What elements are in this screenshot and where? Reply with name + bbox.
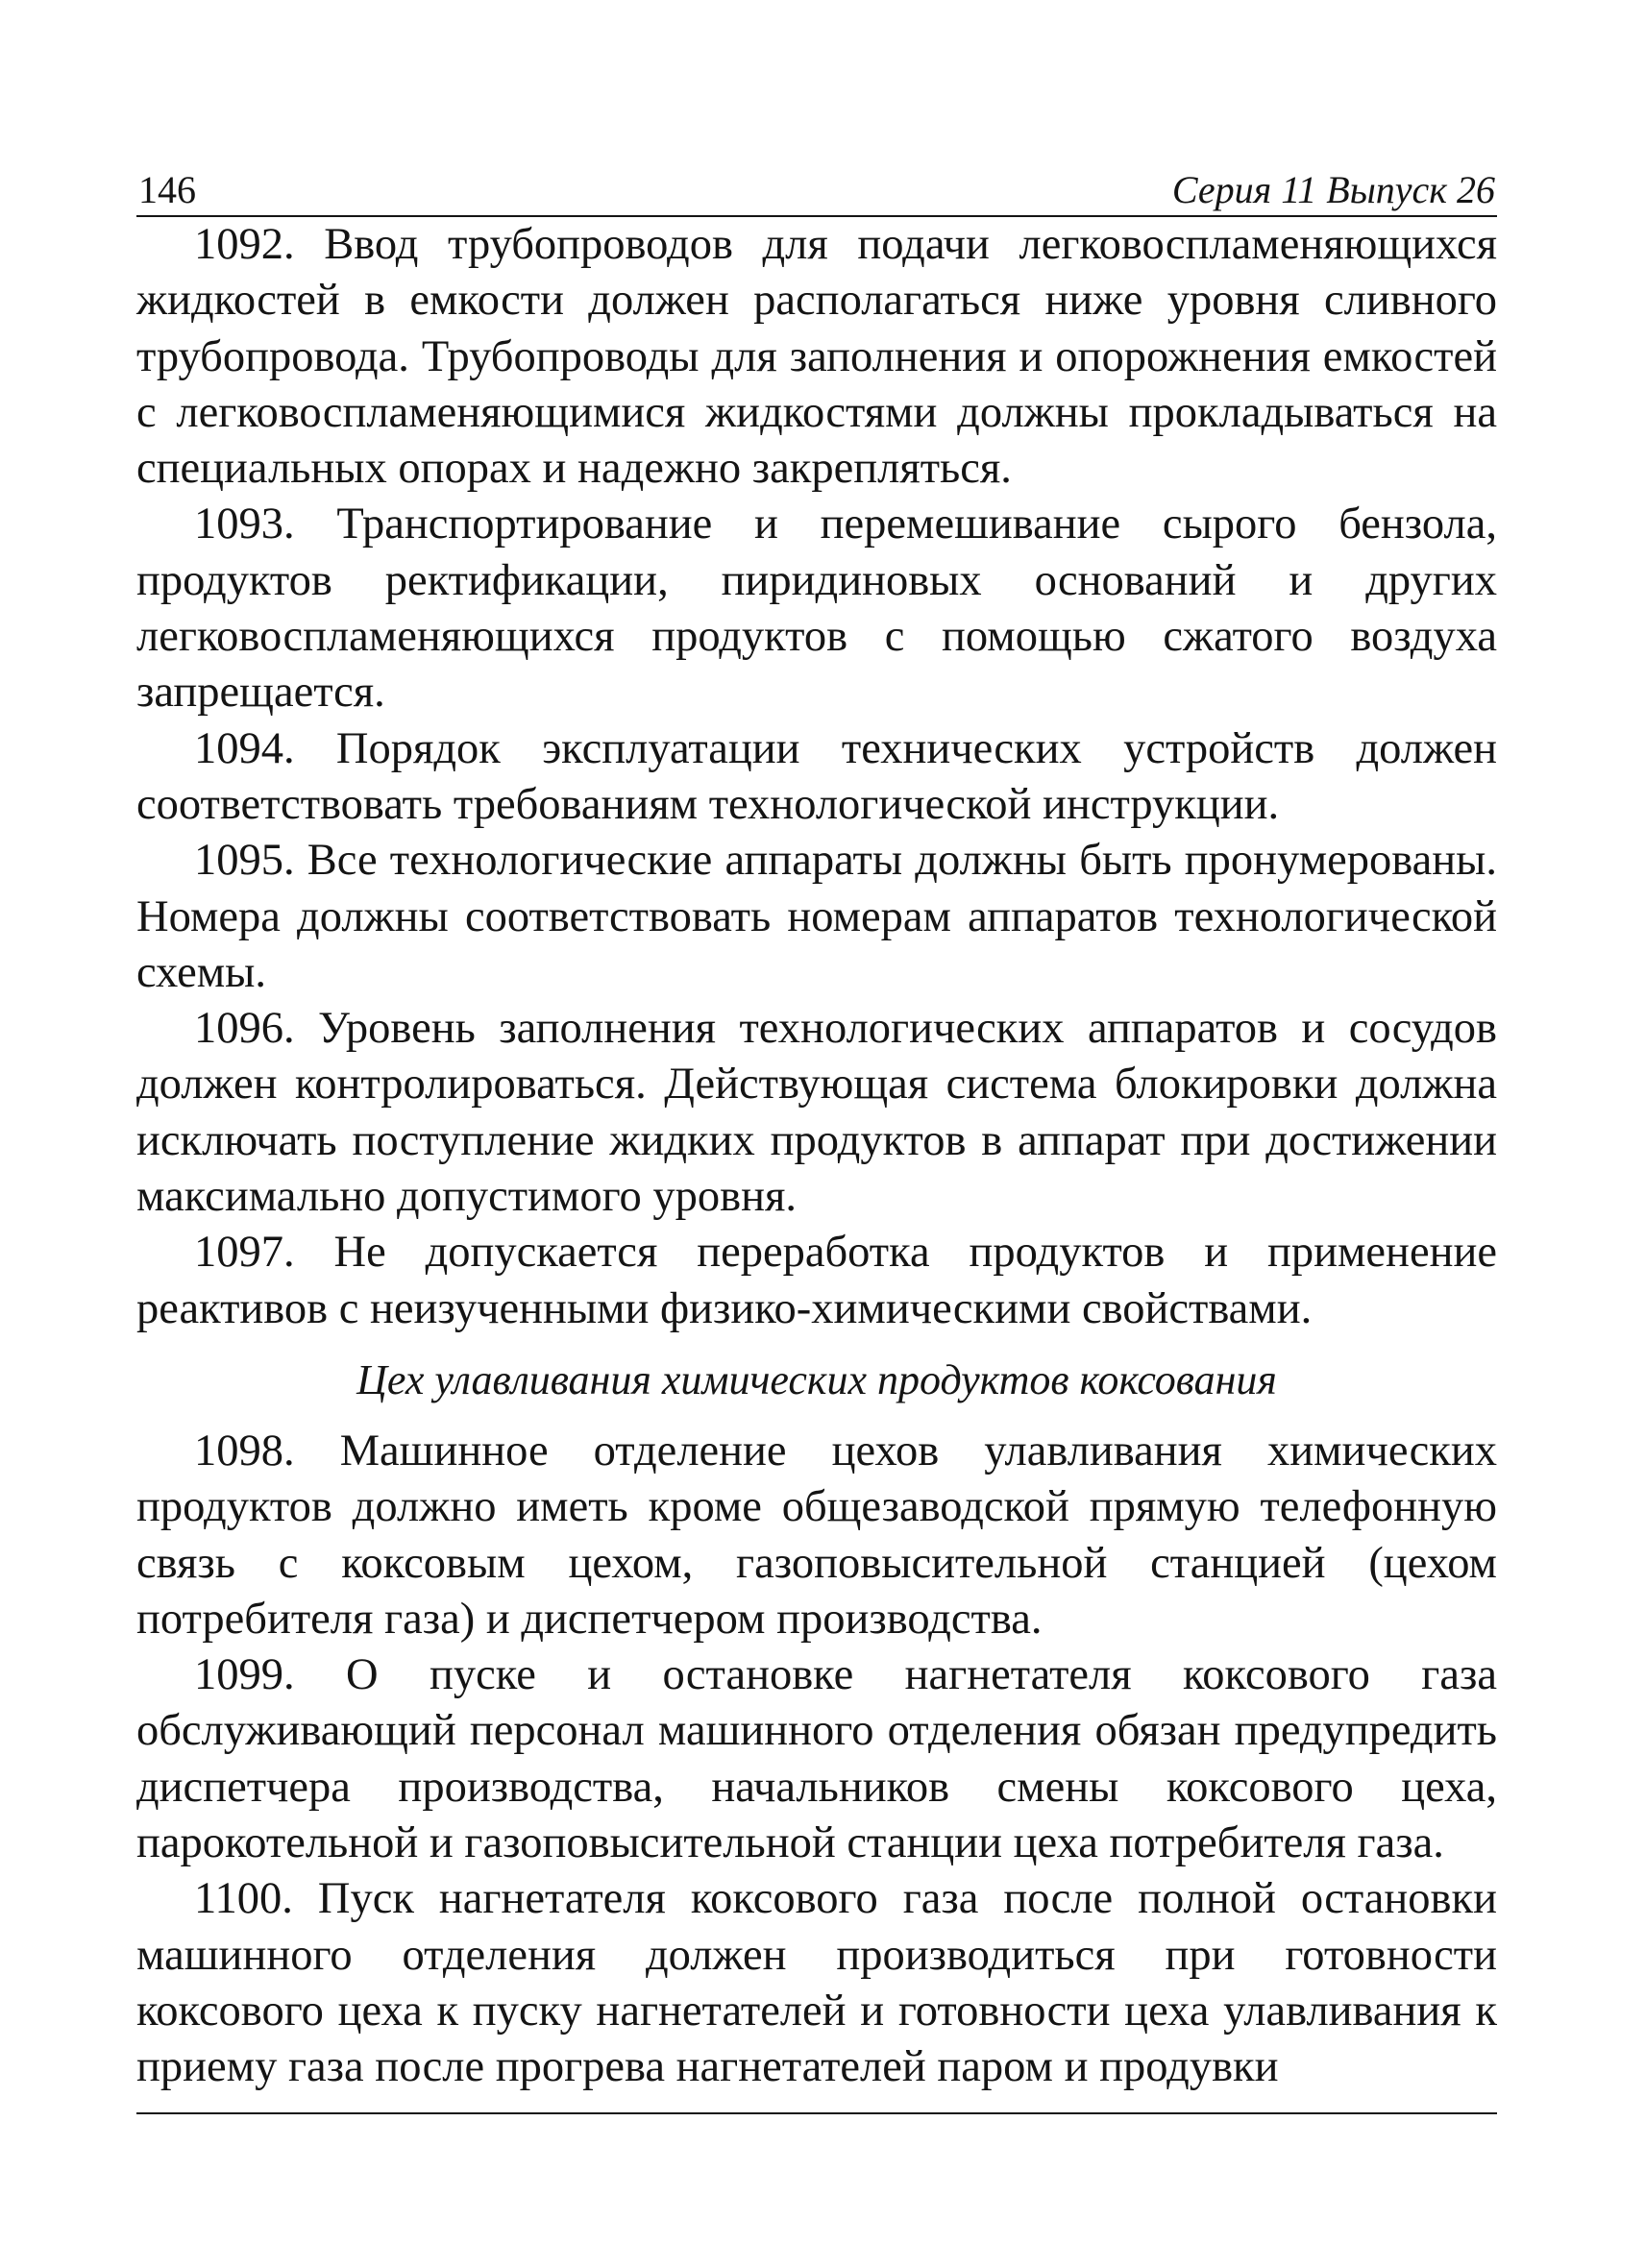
paragraph-1099: 1099. О пуске и остановке нагнетателя коксового газа обслуживающий персонал машинного отделения обязан предупредить диспетчера производства, начальников смены коксового цеха, парокотельной и газоповысительной станции цеха потребителя газа. <box>136 1650 1497 1868</box>
paragraph-1092: 1092. Ввод трубопроводов для подачи легковоспламеняющихся жидкостей в емкости должен располагаться ниже уровня сливного трубопровода. Трубопроводы для заполнения и опорожнения емкостей с легковоспламеняющимися жидкостями должны прокладываться на специальных опорах и надежно закрепляться. <box>136 220 1497 494</box>
document-body <box>136 217 1497 2096</box>
page-number: 146 <box>138 168 196 211</box>
footer-rule <box>136 2112 1497 2114</box>
paragraph-1096: 1096. Уровень заполнения технологических аппаратов и сосудов должен контролироваться. Действующая система блокировки должна исключать поступление жидких продуктов в аппарат при достижении максимально допустимого уровня. <box>136 1004 1497 1222</box>
paragraph-1093: 1093. Транспортирование и перемешивание сырого бензола, продуктов ректификации, пиридиновых оснований и других легковоспламеняющихся продуктов с помощью сжатого воздуха запрещается. <box>136 500 1497 718</box>
paragraph-1094: 1094. Порядок эксплуатации технических устройств должен соответствовать требованиям технологической инструкции. <box>136 723 1497 829</box>
paragraph-1095: 1095. Все технологические аппараты должны быть пронумерованы. Номера должны соответствовать номерам аппаратов технологической схемы. <box>136 836 1497 997</box>
paragraph-1097: 1097. Не допускается переработка продуктов и применение реактивов с неизученными физико-химическими свойствами. <box>136 1228 1497 1333</box>
document-page <box>136 154 1497 2096</box>
paragraph-1098: 1098. Машинное отделение цехов улавливания химических продуктов должно иметь кроме общезаводской прямую телефонную связь с коксовым цехом, газоповысительной станцией (цехом потребителя газа) и диспетчером производства. <box>136 1426 1497 1644</box>
paragraph-1100: 1100. Пуск нагнетателя коксового газа после полной остановки машинного отделения должен производиться при готовности коксового цеха к пуску нагнетателей и готовности цеха улавливания к приему газа после прогрева нагнетателей паром и продувки <box>136 1874 1497 2092</box>
running-header <box>136 154 1497 217</box>
section-heading: Цех улавливания химических продуктов коксования <box>356 1355 1277 1403</box>
series-issue-label: Серия 11 Выпуск 26 <box>1171 168 1495 211</box>
